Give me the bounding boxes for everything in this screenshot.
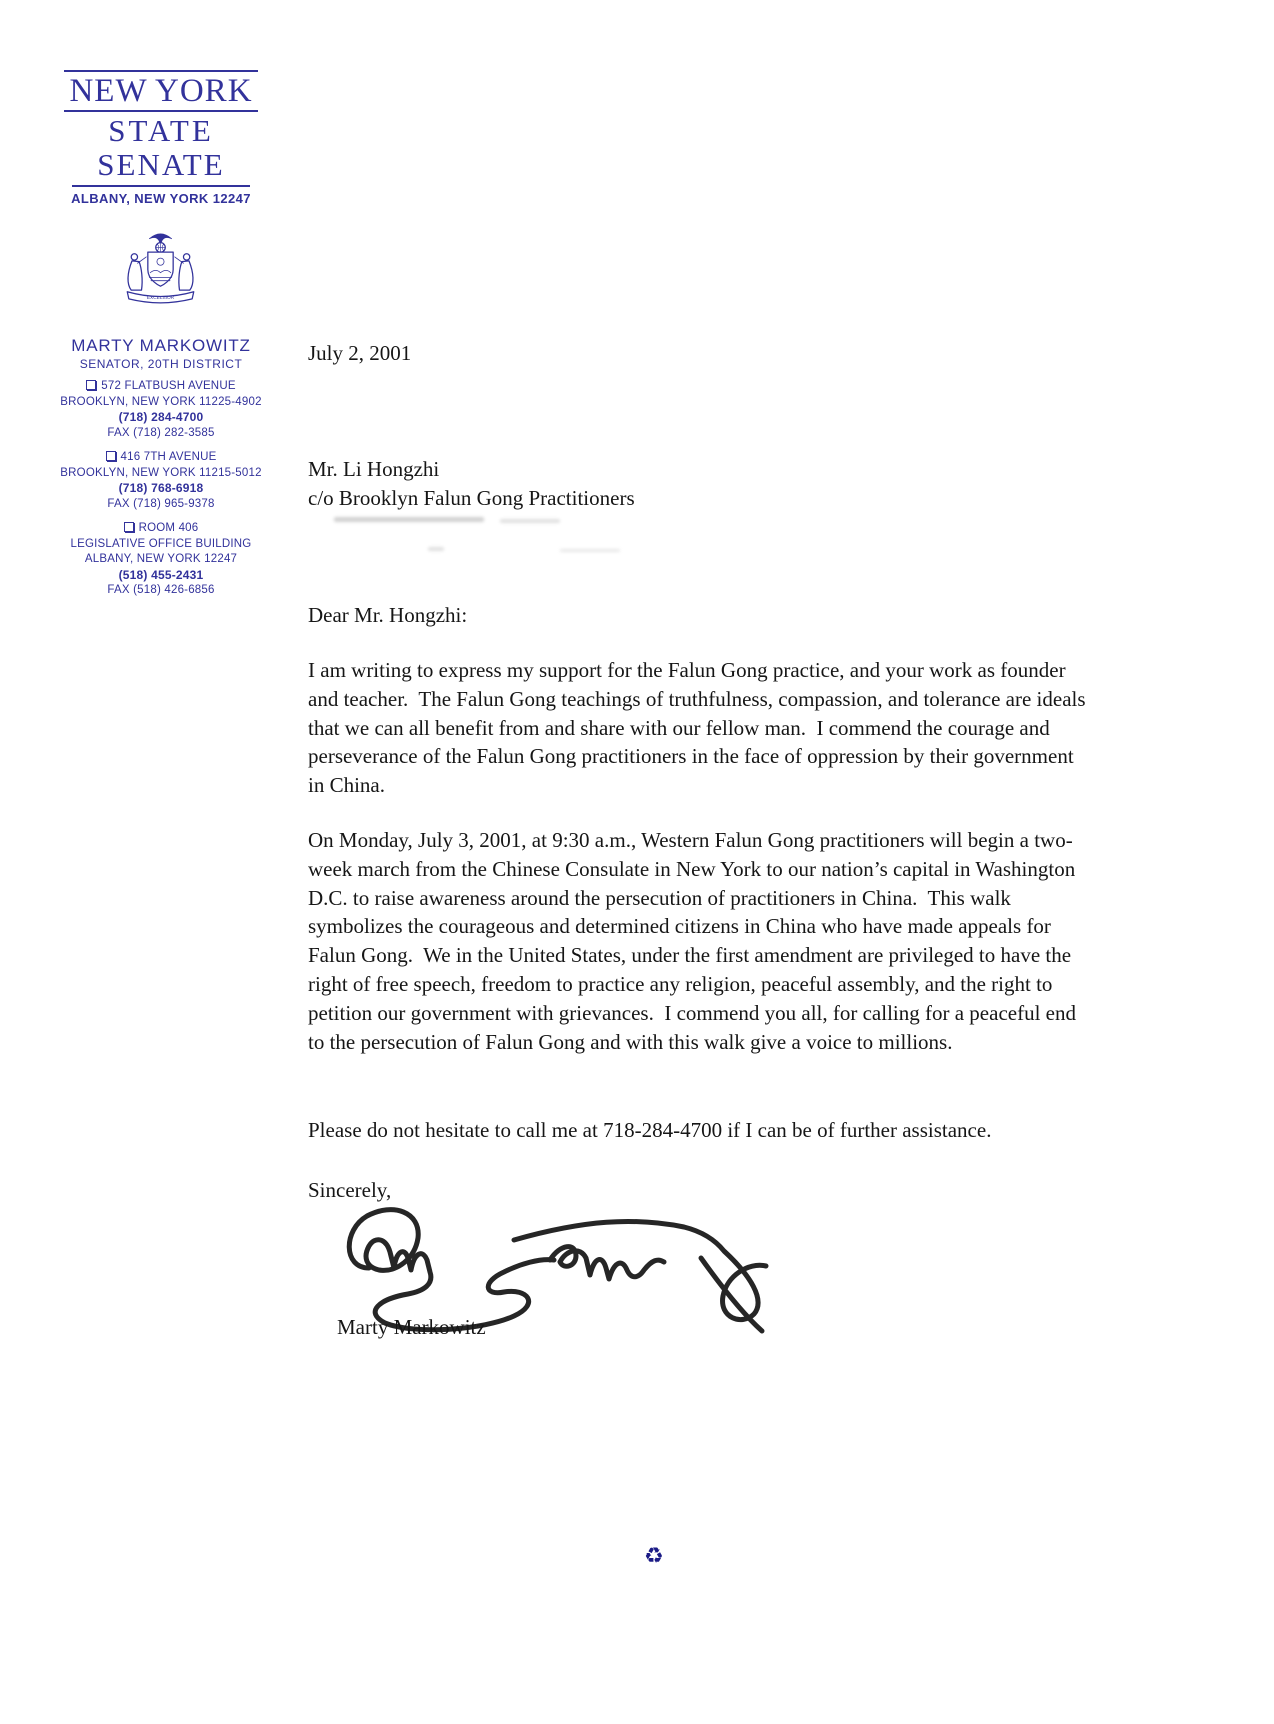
letterhead-rule-bottom <box>72 185 250 187</box>
office-address-line <box>40 379 282 395</box>
erased-address-smudge <box>560 549 620 552</box>
letterhead-rule-middle <box>64 110 258 112</box>
recipient-name: Mr. Li Hongzhi <box>308 457 440 481</box>
square-bullet-icon <box>106 451 116 461</box>
office-phone: (718) 284-4700 <box>118 410 204 424</box>
erased-address-smudge <box>334 517 484 522</box>
office-block-7th-avenue <box>40 450 282 512</box>
sender-name: MARTY MARKOWITZ <box>71 336 251 355</box>
office-fax: FAX (718) 965-9378 <box>107 497 215 510</box>
office-address1: 572 FLATBUSH AVENUE <box>101 380 236 392</box>
paragraph-1: I am writing to express my support for the Falun Gong practice, and your work as founder and teacher. The Falun Gong teachings of truthfulness, compassion, and tolerance are ideals that we can all benefit from and share with our fellow man. I commend the courage and perseverance of the Falun Gong practitioners in the face of oppression by their government in China. <box>308 658 1091 798</box>
paragraph-3: Please do not hesitate to call me at 718-284-4700 if I can be of further assistance. <box>308 1118 992 1142</box>
office-fax: FAX (518) 426-6856 <box>107 584 215 596</box>
letterhead-line-senate: SENATE <box>97 147 225 182</box>
office-address2: LEGISLATIVE OFFICE BUILDING <box>70 537 252 550</box>
office-address2: BROOKLYN, NEW YORK 11225-4902 <box>60 395 262 408</box>
office-address-line <box>40 450 282 466</box>
letterhead-line-state: STATE <box>108 113 214 148</box>
letterhead-city: ALBANY, NEW YORK 12247 <box>71 191 251 206</box>
office-block-flatbush <box>40 379 282 441</box>
seal-motto: EXCELSIOR <box>146 295 175 301</box>
recipient-address <box>308 455 635 513</box>
erased-address-smudge <box>500 519 560 523</box>
typed-signature-name: Marty Markowitz <box>337 1315 486 1339</box>
office-address-line <box>40 521 282 537</box>
paragraph-2: On Monday, July 3, 2001, at 9:30 a.m., Western Falun Gong practitioners will begin a two-week march from the Chinese Consulate in New York to our nation’s capital in Washington D.C. to raise awareness around the persecution of practitioners in China. This walk symbolizes the courageous and determined citizens in China who have made appeals for Falun Gong. We in the United States, under the first amendment are privileged to have the right of free speech, freedom to practice any religion, peaceful assembly, and the right to petition our government with grievances. I commend you all, for calling for a peaceful end to the persecution of Falun Gong and with this walk give a voice to millions. <box>308 828 1082 1054</box>
recipient-care-of: c/o Brooklyn Falun Gong Practitioners <box>308 485 635 510</box>
letter-date: July 2, 2001 <box>308 341 412 365</box>
sender-info <box>40 336 282 608</box>
closing: Sincerely, <box>308 1178 392 1202</box>
office-phone: (718) 768-6918 <box>118 481 204 495</box>
salutation: Dear Mr. Hongzhi: <box>308 603 468 627</box>
sender-title: SENATOR, 20TH DISTRICT <box>79 357 243 371</box>
square-bullet-icon <box>124 522 134 532</box>
office-address1: ROOM 406 <box>138 522 199 534</box>
letterhead-line-newyork: NEW YORK <box>69 73 253 109</box>
office-address1: 416 7TH AVENUE <box>120 451 217 463</box>
letterhead <box>62 70 260 206</box>
office-address3: ALBANY, NEW YORK 12247 <box>84 553 238 565</box>
erased-address-smudge <box>428 547 444 551</box>
new-york-state-seal-icon <box>113 222 208 314</box>
square-bullet-icon <box>86 380 96 390</box>
office-block-albany <box>40 521 282 599</box>
recycle-icon: ♻ <box>644 1544 664 1569</box>
office-phone: (518) 455-2431 <box>118 567 204 582</box>
office-address2: BROOKLYN, NEW YORK 11215-5012 <box>60 466 262 479</box>
office-fax: FAX (718) 282-3585 <box>107 426 215 439</box>
